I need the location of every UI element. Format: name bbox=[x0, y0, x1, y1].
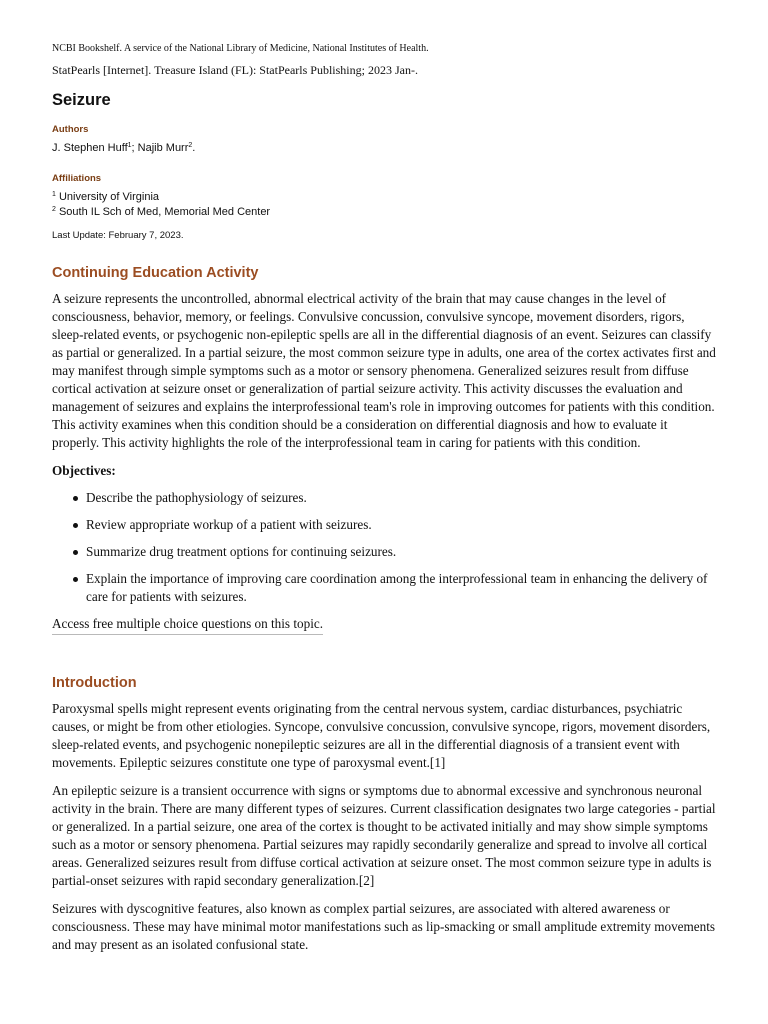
author-name[interactable]: J. Stephen Huff bbox=[52, 142, 128, 154]
introduction-section bbox=[52, 674, 716, 964]
affiliation-text: University of Virginia bbox=[55, 191, 160, 203]
affiliations-label: Affiliations bbox=[52, 173, 102, 184]
objective-item bbox=[86, 489, 716, 507]
intro-paragraph: Seizures with dyscognitive features, also known as complex partial seizures, are associated with altered awareness or consciousness. These may have minimal motor manifestations such as lip-smacking or small amplitude extremity movements and may present as an isolated confusional state. bbox=[52, 901, 716, 952]
objective-item bbox=[86, 570, 716, 606]
cme-heading: Continuing Education Activity bbox=[52, 265, 259, 281]
author-separator: ; bbox=[131, 142, 138, 154]
page-title: Seizure bbox=[52, 91, 111, 109]
affiliation-text: South IL Sch of Med, Memorial Med Center bbox=[55, 206, 271, 218]
objectives-list bbox=[52, 489, 716, 606]
bullet-icon bbox=[73, 550, 78, 555]
intro-paragraph: Paroxysmal spells might represent events originating from the central nervous system, cardiac disturbances, psychiatric causes, or might be from other etiologies. Syncope, convulsive concussion, convulsive syncope, rigors, movement disorders, sleep-related events, and psychogenic nonepileptic seizures are all in the differential diagnosis of a transient event with movements. Epileptic seizures constitute one type of paroxysmal event.[1] bbox=[52, 701, 711, 770]
affiliation-number: 2 bbox=[52, 206, 56, 213]
bullet-icon bbox=[73, 496, 78, 501]
objective-text: Explain the importance of improving care coordination among the interprofessional team in enhancing the delivery of care for patients with seizures. bbox=[86, 571, 708, 604]
author-separator: . bbox=[192, 142, 196, 154]
cme-paragraph: A seizure represents the uncontrolled, abnormal electrical activity of the brain that may cause changes in the level of consciousness, behavior, memory, or feelings. Convulsive concussion, convulsive syncope, movement disorders, rigors, sleep-related events, or psychogenic non-epileptic spells are all in the differential diagnosis of an event. Seizures can classify as partial or generalized. In a partial seizure, the most common seizure type in adults, one area of the cortex activates first and may manifest through simple symptoms such as a motor or sensory phenomena. Generalized seizures result from diffuse cortical activation at seizure onset or generalization of partial seizure activity. This activity discusses the evaluation and management of seizures and explains the interprofessional team's role in improving outcomes for patients with this condition. This activity examines when this condition should be a consideration on differential diagnosis and how to evaluate it properly. This activity highlights the role of the interprofessional team in caring for patients with this condition. bbox=[52, 291, 716, 450]
objective-text: Describe the pathophysiology of seizures. bbox=[86, 490, 307, 505]
bullet-icon bbox=[73, 523, 78, 528]
objective-text: Review appropriate workup of a patient with seizures. bbox=[86, 517, 372, 532]
objective-text: Summarize drug treatment options for continuing seizures. bbox=[86, 544, 397, 559]
citation-line: StatPearls [Internet]. Treasure Island (FL): StatPearls Publishing; 2023 Jan-. bbox=[52, 63, 418, 77]
objectives-heading: Objectives: bbox=[52, 463, 116, 478]
authors-line bbox=[52, 141, 716, 156]
author-affil-ref: 2 bbox=[188, 142, 193, 149]
ncbi-source-line: NCBI Bookshelf. A service of the National Library of Medicine, National Institutes of Health. bbox=[52, 43, 429, 54]
bullet-icon bbox=[73, 577, 78, 582]
objective-item bbox=[86, 516, 716, 534]
intro-paragraph: An epileptic seizure is a transient occurrence with signs or symptoms due to abnormal excessive and synchronous neuronal activity in the brain. There are many different types of seizures. Current classification designates two large categories - partial or generalized. In a partial seizure, one area of the cortex is thought to be activated initially and may show simple symptoms such as a motor or sensory phenomena. Partial seizures may rapidly secondarily generalize and spread to involve all cortical areas. Generalized seizures result from diffuse cortical activation at seizure onset. The most common seizure type in adults is partial-onset seizures with rapid secondary generalization.[2] bbox=[52, 783, 716, 888]
last-update: Last Update: February 7, 2023. bbox=[52, 230, 184, 241]
affiliation-item bbox=[52, 190, 716, 205]
cme-section bbox=[52, 264, 716, 635]
author-affil-ref: 1 bbox=[127, 142, 132, 149]
author-name[interactable]: Najib Murr bbox=[137, 142, 189, 154]
affiliation-item bbox=[52, 205, 716, 220]
article-content bbox=[52, 42, 716, 952]
mcq-link[interactable]: Access free multiple choice questions on this topic. bbox=[52, 615, 323, 635]
affiliation-number: 1 bbox=[52, 191, 56, 198]
objective-item bbox=[86, 543, 716, 561]
introduction-heading: Introduction bbox=[52, 675, 137, 691]
authors-label: Authors bbox=[52, 124, 89, 135]
